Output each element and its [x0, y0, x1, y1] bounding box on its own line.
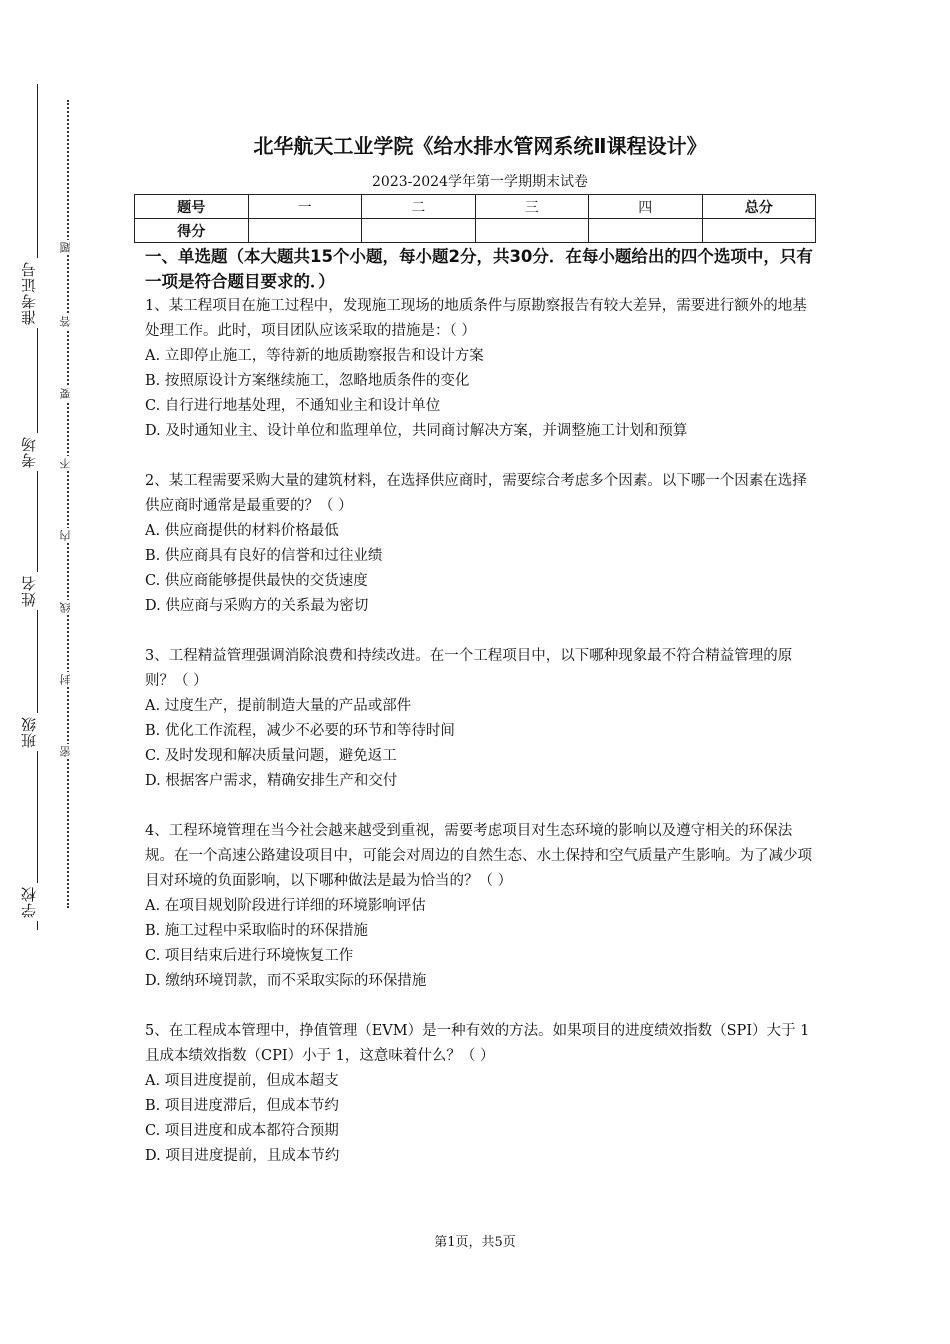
option-b: B. 施工过程中采取临时的环保措施: [145, 923, 368, 939]
score-cell[interactable]: [475, 219, 589, 243]
score-table: [134, 194, 816, 243]
question-item: [145, 294, 815, 444]
option-c: C. 及时发现和解决质量问题，避免返工: [145, 748, 397, 764]
score-header-cell: 四: [589, 195, 703, 219]
question-text: 4、工程环境管理在当今社会越来越受到重视，需要考虑项目对生态环境的影响以及遵守相关的环保法规。在一个高速公路建设项目中，可能会对周边的自然生态、水土保持和空气质量产生影响。为了减少项目对环境的负面影响，以下哪种做法是最为恰当的？（ ）: [145, 823, 812, 889]
seal-char: 内: [58, 528, 76, 543]
score-cell[interactable]: [362, 219, 476, 243]
option-d: D. 项目进度提前，且成本节约: [145, 1148, 340, 1164]
score-cell[interactable]: [248, 219, 362, 243]
class-label: 班级: [18, 713, 56, 751]
school-label: 学校: [18, 883, 56, 921]
question-text: 3、工程精益管理强调消除浪费和持续改进。在一个工程项目中，以下哪种现象最不符合精益管理的原则？（ ）: [145, 648, 793, 689]
option-c: C. 供应商能够提供最快的交货速度: [145, 573, 368, 589]
option-d: D. 缴纳环境罚款，而不采取实际的环保措施: [145, 973, 427, 989]
option-a: A. 在项目规划阶段进行详细的环境影响评估: [145, 898, 426, 914]
option-a: A. 过度生产，提前制造大量的产品或部件: [145, 698, 412, 714]
binding-dotted-line: [67, 100, 69, 908]
option-c: C. 自行进行地基处理，不通知业主和设计单位: [145, 398, 441, 414]
question-text: 2、某工程需要采购大量的建筑材料，在选择供应商时，需要综合考虑多个因素。以下哪一个因素在选择供应商时通常是最重要的？（ ）: [145, 473, 807, 514]
seal-char: 要: [58, 386, 76, 401]
exam-number-label: 准考证号: [18, 258, 56, 328]
score-header-row: [135, 195, 816, 219]
option-b: B. 供应商具有良好的信誉和过往业绩: [145, 548, 383, 564]
exam-room-label: 考场: [18, 433, 56, 471]
option-a: A. 项目进度提前，但成本超支: [145, 1073, 339, 1089]
score-row-label: 得分: [135, 219, 249, 243]
question-list: [145, 294, 815, 1194]
seal-char: 不: [58, 456, 76, 471]
option-b: B. 按照原设计方案继续施工，忽略地质条件的变化: [145, 373, 470, 389]
exam-title: 北华航天工业学院《给水排水管网系统Ⅱ课程设计》: [253, 134, 707, 158]
question-text: 1、某工程项目在施工过程中，发现施工现场的地质条件与原勘察报告有较大差异，需要进行额外的地基处理工作。此时，项目团队应该采取的措施是：（ ）: [145, 298, 807, 339]
question-item: [145, 819, 815, 994]
option-b: B. 优化工作流程，减少不必要的环节和等待时间: [145, 723, 455, 739]
binding-margin: [0, 0, 110, 1344]
seal-char: 答: [58, 314, 76, 329]
page-footer: 第1页，共5页: [434, 1235, 516, 1250]
option-c: C. 项目进度和成本都符合预期: [145, 1123, 339, 1139]
question-text: 5、在工程成本管理中，挣值管理（EVM）是一种有效的方法。如果项目的进度绩效指数（SPI）大于 1 且成本绩效指数（CPI）小于 1，这意味着什么？（ ）: [145, 1023, 810, 1064]
question-item: [145, 469, 815, 619]
option-a: A. 供应商提供的材料价格最低: [145, 523, 339, 539]
section-heading: 一、单选题（本大题共15个小题，每小题2分，共30分．在每小题给出的四个选项中，只有一项是符合题目要求的．）: [145, 247, 813, 291]
option-d: D. 及时通知业主、设计单位和监理单位，共同商讨解决方案，并调整施工计划和预算: [145, 423, 688, 439]
score-header-cell: 二: [362, 195, 476, 219]
option-d: D. 根据客户需求，精确安排生产和交付: [145, 773, 398, 789]
score-cell[interactable]: [589, 219, 703, 243]
score-header-cell: 题号: [135, 195, 249, 219]
option-a: A. 立即停止施工，等待新的地质勘察报告和设计方案: [145, 348, 484, 364]
score-cell[interactable]: [702, 219, 816, 243]
score-row: [135, 219, 816, 243]
score-header-cell: 三: [475, 195, 589, 219]
option-c: C. 项目结束后进行环境恢复工作: [145, 948, 354, 964]
seal-char: 封: [58, 672, 76, 687]
seal-char: 线: [58, 600, 76, 615]
option-b: B. 项目进度滞后，但成本节约: [145, 1098, 339, 1114]
score-header-cell: 一: [248, 195, 362, 219]
seal-char: 题: [58, 240, 76, 255]
seal-char: 密: [58, 744, 76, 759]
question-item: [145, 644, 815, 794]
name-label: 姓名: [18, 572, 56, 610]
binding-solid-line: [37, 84, 38, 930]
exam-subtitle: 2023-2024学年第一学期期末试卷: [372, 174, 588, 190]
option-d: D. 供应商与采购方的关系最为密切: [145, 598, 369, 614]
score-header-cell: 总分: [702, 195, 816, 219]
question-item: [145, 1019, 815, 1169]
